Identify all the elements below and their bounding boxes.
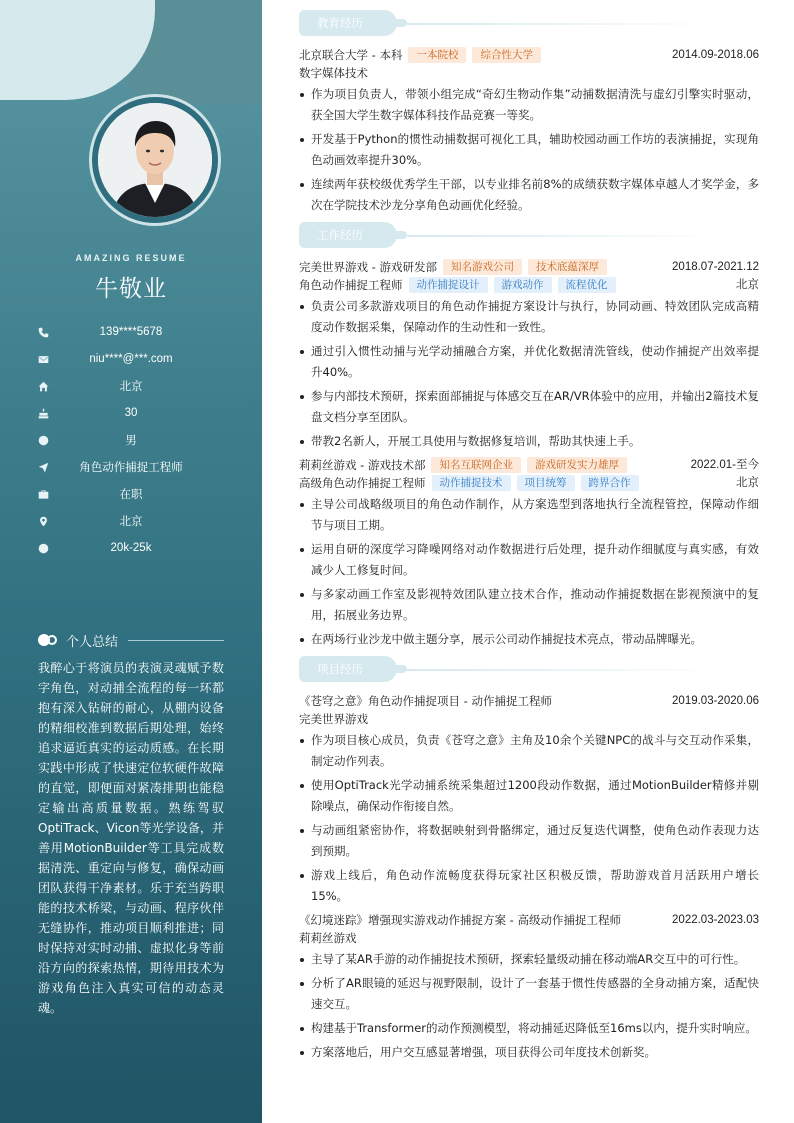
company-name: 莉莉丝游戏 - 游戏技术部 — [299, 458, 426, 472]
project-bullets — [299, 949, 759, 1063]
bullet-item: 在两场行业沙龙中做主题分享，展示公司动作捕捉技术亮点，带动品牌曝光。 — [299, 629, 759, 650]
company-name: 完美世界游戏 - 游戏研发部 — [299, 260, 437, 274]
company-tag: 技术底蕴深厚 — [528, 259, 607, 275]
bullet-item: 与动画组紧密协作，将数据映射到骨骼绑定，通过反复迭代调整，使角色动作表现力达到预期。 — [299, 820, 759, 862]
divider — [407, 235, 719, 237]
work-bullets — [299, 494, 759, 650]
age-value: 30 — [124, 406, 138, 419]
summary-title: 个人总结 — [66, 634, 119, 650]
location-icon — [36, 514, 50, 528]
avatar-photo — [98, 103, 212, 217]
info-home — [36, 372, 226, 399]
job-role: 角色动作捕捉工程师 — [299, 278, 403, 292]
bullet-item: 游戏上线后，角色动作流畅度获得玩家社区积极反馈，帮助游戏首月活跃用户增长15%。 — [299, 865, 759, 907]
education-bullets — [299, 84, 759, 216]
bullet-item: 主导公司战略级项目的角色动作制作，从方案选型到落地执行全流程管控，保障动作细节与项目工期。 — [299, 494, 759, 536]
salary-value: 20k-25k — [110, 541, 152, 554]
school-tag: 一本院校 — [408, 47, 466, 63]
work-entry — [299, 258, 759, 452]
home-icon — [36, 379, 50, 393]
divider — [407, 669, 719, 671]
major: 数字媒体技术 — [299, 66, 368, 80]
role-tag: 游戏动作 — [494, 277, 552, 293]
role-tag: 流程优化 — [558, 277, 616, 293]
dots-icon — [38, 634, 58, 646]
project-name: 《幻境迷踪》增强现实游戏动作捕捉方案 - 高级动作捕捉工程师 — [299, 913, 621, 927]
bullet-item: 连续两年获校级优秀学生干部，以专业排名前8%的成绩获数字媒体卓越人才奖学金，多次在学院技术沙龙分享角色动画优化经验。 — [299, 174, 759, 216]
candidate-name: 牛敬业 — [95, 276, 167, 302]
project-entry — [299, 692, 759, 907]
bullet-item: 与多家动画工作室及影视特效团队建立技术合作，推动动作捕捉数据在影视预演中的复用，拓展业务边界。 — [299, 584, 759, 626]
role-tag: 动作捕捉技术 — [432, 475, 511, 491]
project-org: 完美世界游戏 — [299, 712, 368, 726]
company-tag: 知名互联网企业 — [431, 457, 521, 473]
divider — [407, 23, 719, 25]
send-icon — [36, 460, 50, 474]
company-tag: 游戏研发实力雄厚 — [527, 457, 627, 473]
briefcase-icon — [36, 487, 50, 501]
bullet-item: 作为项目负责人，带领小组完成“奇幻生物动作集”动捕数据清洗与虚幻引擎实时驱动，获全国大学生数字媒体科技作品竞赛一等奖。 — [299, 84, 759, 126]
work-city: 北京 — [736, 279, 759, 291]
status-value: 在职 — [119, 488, 143, 501]
school-name: 北京联合大学 - 本科 — [299, 48, 403, 62]
info-gender — [36, 426, 226, 453]
target-role-value: 角色动作捕捉工程师 — [79, 461, 183, 474]
summary-heading — [38, 630, 224, 650]
work-city: 北京 — [736, 477, 759, 489]
project-entry — [299, 911, 759, 1063]
resume-subtitle: AMAZING RESUME — [75, 253, 187, 263]
work-entry — [299, 456, 759, 650]
role-tag: 项目统筹 — [517, 475, 575, 491]
role-tag: 跨界合作 — [581, 475, 639, 491]
money-icon — [36, 541, 50, 555]
section-title: 工作经历 — [299, 222, 397, 248]
personal-info-list — [36, 318, 226, 561]
phone-value: 139****5678 — [99, 325, 163, 338]
info-phone — [36, 318, 226, 345]
gender-icon — [36, 433, 50, 447]
education-entry — [299, 46, 759, 216]
bullet-item: 开发基于Python的惯性动捕数据可视化工具，辅助校园动画工作坊的表演捕捉，实现角色动画效率提升30%。 — [299, 129, 759, 171]
gender-value: 男 — [125, 434, 137, 447]
info-email — [36, 345, 226, 372]
work-date: 2018.07-2021.12 — [672, 261, 759, 273]
work-bullets — [299, 296, 759, 452]
avatar — [92, 97, 218, 223]
bullet-item: 带教2名新人，开展工具使用与数据修复培训，帮助其快速上手。 — [299, 431, 759, 452]
bullet-item: 运用自研的深度学习降噪网络对动作数据进行后处理，提升动作细腻度与真实感，有效减少人工修复时间。 — [299, 539, 759, 581]
bullet-item: 构建基于Transformer的动作预测模型，将动捕延迟降低至16ms以内，提升实时响应。 — [299, 1018, 759, 1039]
bullet-item: 主导了某AR手游的动作捕捉技术预研，探索轻量级动捕在移动端AR交互中的可行性。 — [299, 949, 759, 970]
bullet-item: 负责公司多款游戏项目的角色动作捕捉方案设计与执行，协同动画、特效团队完成高精度动作数据采集，保障动作的生动性和一致性。 — [299, 296, 759, 338]
summary-text: 我醉心于将演员的表演灵魂赋予数字角色，对动捕全流程的每一环都抱有深入钻研的耐心，从棚内设备的精细校准到数据后期处理，始终追求逼近真实的运动质感。在长期实践中形成了快速定位软硬件故障的直觉，即便面对紧凑排期也能稳定输出高质量数据。熟练驾驭OptiTrack、Vicon等光学设备，并善用MotionBuilder等工具完成数据清洗、重定向与修复，确保动画团队获得干净素材。乐于充当跨职能的技术桥梁，与动画、程序伙伴无缝协作，推动项目顺利推进；同时保持对实时动捕、虚拟化身等前沿方向的探索热情，期待用技术为游戏角色注入真实可信的动态灵魂。 — [38, 661, 224, 1015]
work-date: 2022.01-至今 — [690, 459, 759, 471]
job-role: 高级角色动作捕捉工程师 — [299, 476, 426, 490]
project-bullets — [299, 730, 759, 907]
bullet-item: 分析了AR眼镜的延迟与视野限制，设计了一套基于惯性传感器的全身动捕方案，适配快速交互。 — [299, 973, 759, 1015]
project-name: 《苍穹之意》角色动作捕捉项目 - 动作捕捉工程师 — [299, 694, 552, 708]
info-target-role — [36, 453, 226, 480]
school-tag: 综合性大学 — [472, 47, 541, 63]
bullet-item: 使用OptiTrack光学动捕系统采集超过1200段动作数据，通过MotionBuilder精修并剔除噪点，确保动作衔接自然。 — [299, 775, 759, 817]
bullet-item: 通过引入惯性动捕与光学动捕融合方案，并优化数据清洗管线，使动作捕捉产出效率提升40%。 — [299, 341, 759, 383]
company-tag: 知名游戏公司 — [443, 259, 522, 275]
info-location — [36, 507, 226, 534]
role-tag: 动作捕捉设计 — [409, 277, 488, 293]
mail-icon — [36, 352, 50, 366]
info-age — [36, 399, 226, 426]
cake-icon — [36, 406, 50, 420]
project-date: 2019.03-2020.06 — [672, 695, 759, 707]
phone-icon — [36, 325, 50, 339]
section-education-heading — [299, 10, 759, 38]
bullet-item: 作为项目核心成员，负责《苍穹之意》主角及10余个关键NPC的战斗与交互动作采集，制定动作列表。 — [299, 730, 759, 772]
divider — [128, 640, 224, 641]
info-salary — [36, 534, 226, 561]
hometown-value: 北京 — [119, 380, 143, 393]
education-date: 2014.09-2018.06 — [672, 49, 759, 61]
location-value: 北京 — [119, 515, 143, 528]
info-status — [36, 480, 226, 507]
bullet-item: 方案落地后，用户交互感显著增强，项目获得公司年度技术创新奖。 — [299, 1042, 759, 1063]
section-title: 项目经历 — [299, 656, 397, 682]
email-value: niu****@***.com — [89, 352, 173, 365]
section-title: 教育经历 — [299, 10, 397, 36]
section-work-heading — [299, 222, 759, 250]
project-date: 2022.03-2023.03 — [672, 914, 759, 926]
bullet-item: 参与内部技术预研，探索面部捕捉与体感交互在AR/VR体验中的应用，并输出2篇技术复盘文档分享至团队。 — [299, 386, 759, 428]
section-projects-heading — [299, 656, 759, 684]
project-org: 莉莉丝游戏 — [299, 931, 357, 945]
sidebar — [0, 0, 262, 1123]
main-content — [299, 10, 759, 1067]
